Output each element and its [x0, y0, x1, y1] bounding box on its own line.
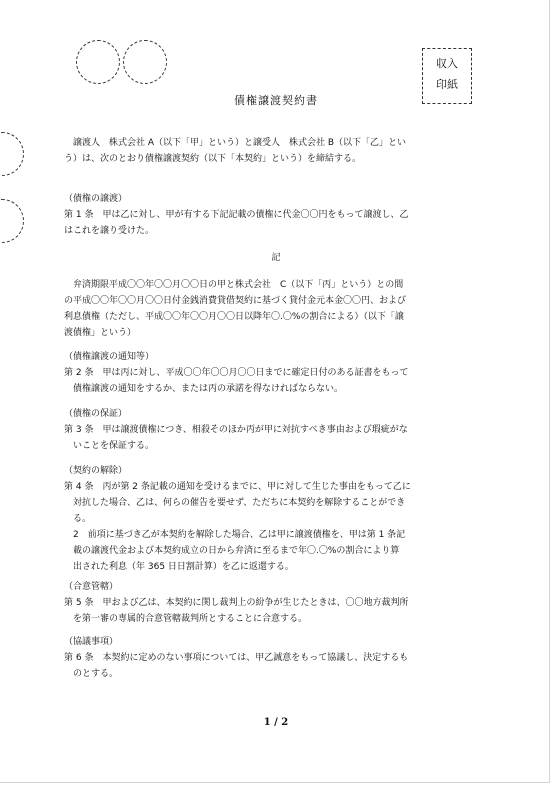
article-line: 対抗した場合、乙は、何らの催告を要せず、ただちに本契約を解除することができ — [64, 498, 406, 508]
article-line: 第 1 条 甲は乙に対し、甲が有する下記記載の債権に代金〇〇円をもって譲渡し、乙 — [64, 210, 409, 220]
ki-label: 記 — [271, 253, 281, 263]
item-line: 弁済期限平成〇〇年〇〇月〇〇日の甲と株式会社 C（以下「丙」という）との間 — [64, 280, 404, 290]
section-heading: （債権の保証） — [64, 409, 128, 419]
punch-hole-bottom — [0, 199, 24, 243]
article-line: を第一審の専属的合意管轄裁判所とすることに合意する。 — [64, 614, 308, 624]
page-number: 1 / 2 — [263, 717, 289, 728]
section-heading: （協議事項） — [64, 637, 119, 647]
article-line: いことを保証する。 — [64, 441, 155, 451]
article-line: 第 2 条 甲は丙に対し、平成〇〇年〇〇月〇〇日までに確定日付のある証書をもって — [64, 368, 409, 378]
item-line: 渡債権」という） — [64, 328, 137, 338]
article-line: のとする。 — [64, 669, 119, 679]
section-heading: （債権譲渡の通知等） — [64, 352, 155, 362]
article-line: 出された利息（年 365 日日割計算）を乙に返還する。 — [64, 562, 294, 572]
article-line: 第 4 条 丙が第 2 条記載の通知を受けるまでに、甲に対して生じた事由をもって乙に — [64, 482, 411, 492]
article-line: 債権譲渡の通知をするか、または丙の承諾を得なければならない。 — [64, 384, 344, 394]
section-heading: （契約の解除） — [64, 466, 128, 476]
intro-line: 譲渡人 株式会社 A（以下「甲」という）と譲受人 株式会社 B（以下「乙」とい — [64, 138, 407, 148]
section-heading: （債権の譲渡） — [64, 194, 128, 204]
intro-line: う）は、次のとおり債権譲渡契約（以下「本契約」という）を締結する。 — [64, 154, 362, 164]
article-line: はこれを譲り受けた。 — [64, 226, 155, 236]
item-line: の平成〇〇年〇〇月〇〇日付金銭消費貸借契約に基づく貸付金元本金〇〇円、および — [64, 296, 407, 306]
stamp-box-line2: 印紙 — [436, 78, 458, 91]
article-line: 第 3 条 甲は譲渡債権につき、相殺そのほか丙が甲に対抗すべき事由および瑕疵がな — [64, 425, 408, 435]
article-line: る。 — [64, 514, 92, 524]
item-line: 利息債権（ただし、平成〇〇年〇〇月〇〇日以降年〇.〇%の割合による）（以下「譲 — [64, 312, 404, 322]
article-line: 第 6 条 本契約に定めのない事項については、甲乙誠意をもって協議し、決定するも — [64, 653, 409, 663]
section-heading: （合意管轄） — [64, 582, 119, 592]
document-title: 債権譲渡契約書 — [234, 94, 318, 107]
seal-circle-right — [123, 40, 167, 84]
stamp-box-line1: 収入 — [436, 57, 458, 70]
article-line: 載の譲渡代金および本契約成立の日から弁済に至るまで年〇.〇%の割合により算 — [64, 546, 400, 556]
article-line: 第 5 条 甲および乙は、本契約に関し裁判上の紛争が生じたときは、〇〇地方裁判所 — [64, 598, 409, 608]
article-line: 2 前項に基づき乙が本契約を解除した場合、乙は甲に譲渡債権を、甲は第 1 条記 — [64, 530, 406, 540]
punch-hole-top — [0, 132, 24, 176]
seal-circle-left — [76, 40, 120, 84]
